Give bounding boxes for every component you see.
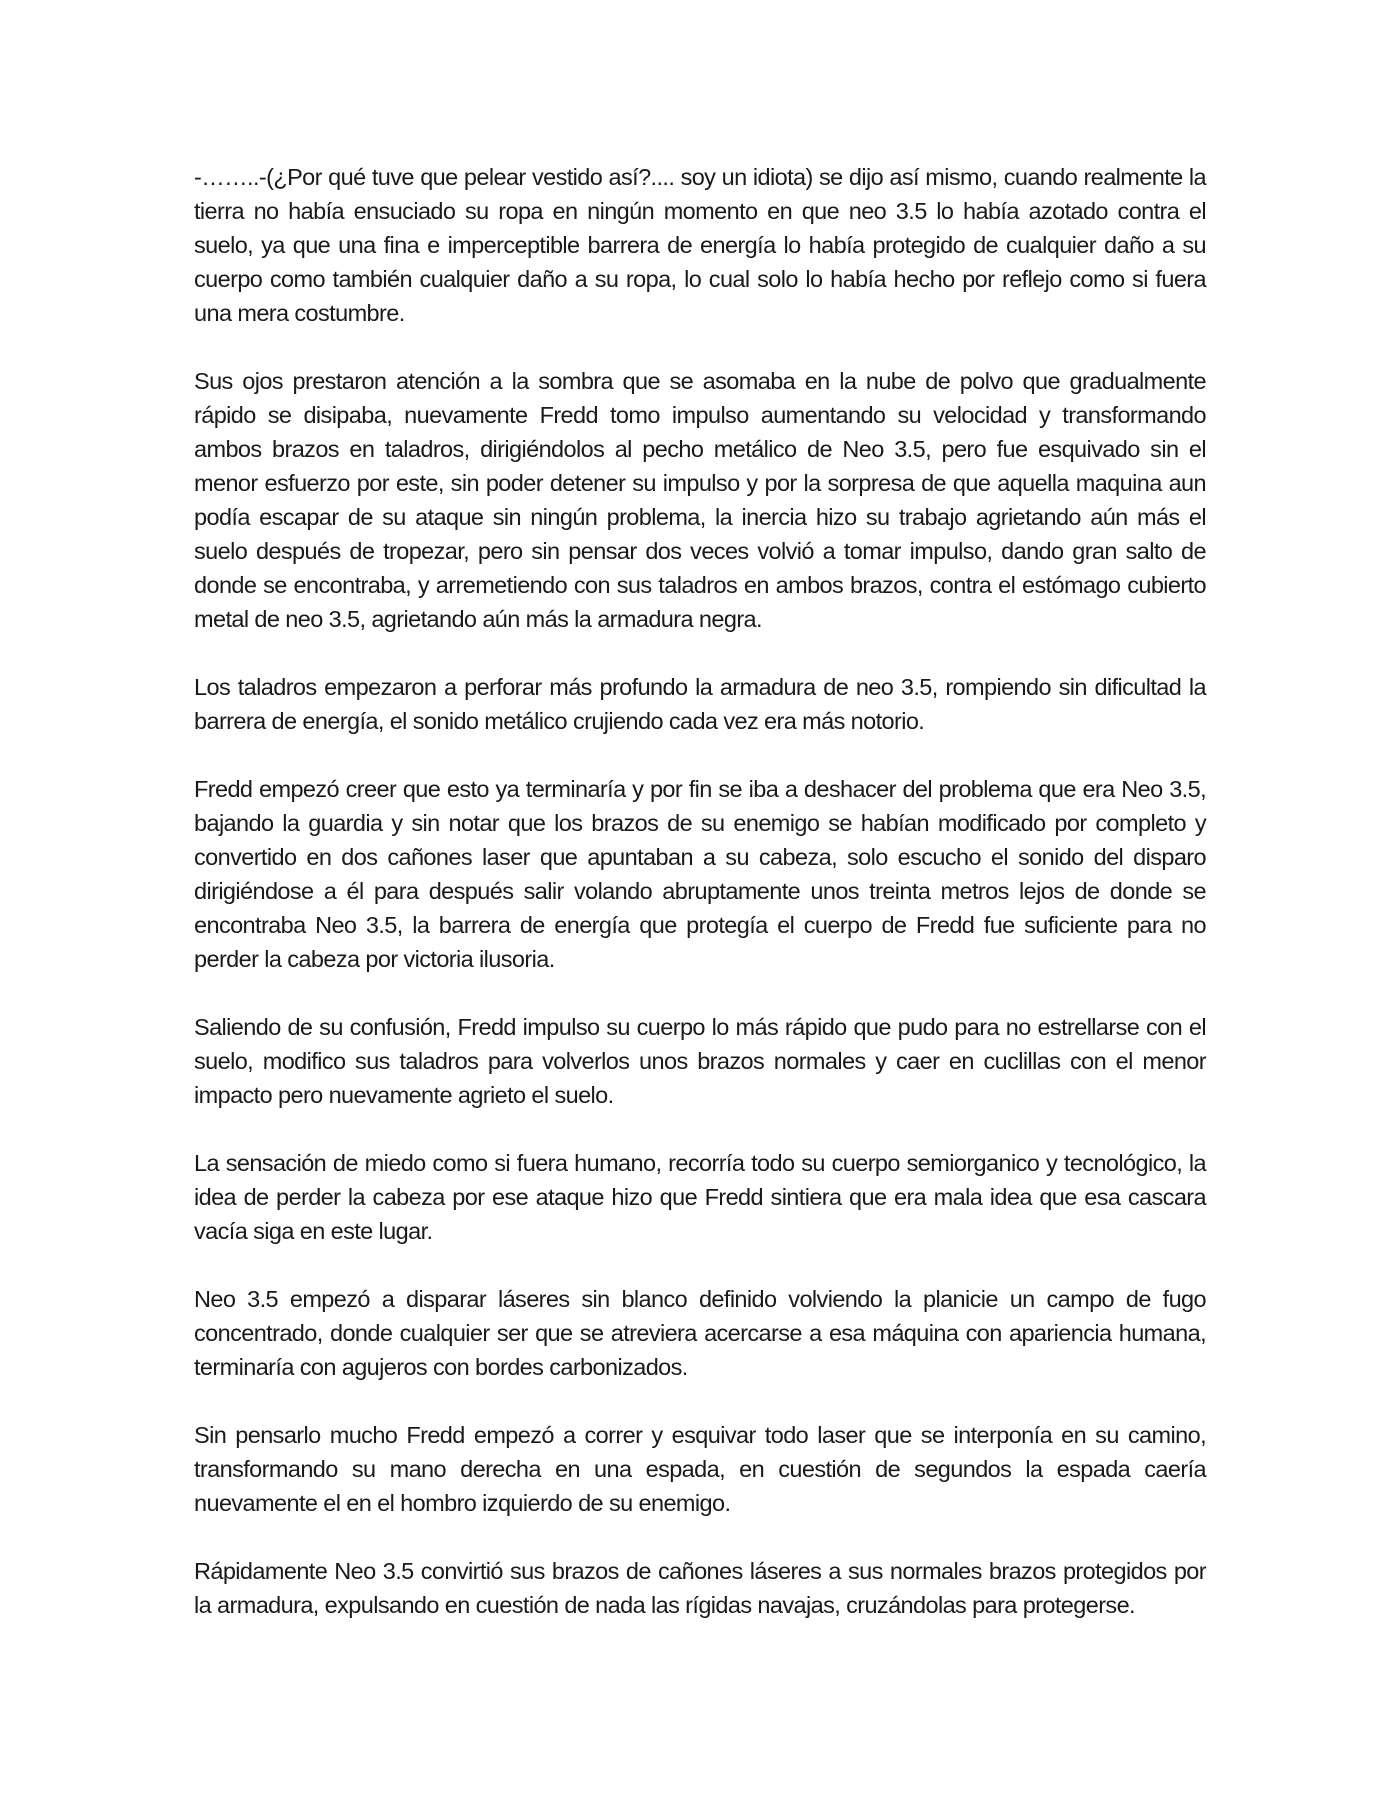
document-body (194, 160, 1206, 1656)
paragraph-7: Neo 3.5 empezó a disparar láseres sin blanco definido volviendo la planicie un campo de fugo concentrado, donde cualquier ser que se atreviera acercarse a esa máquina con apariencia humana, terminaría con agujeros con bordes carbonizados. (194, 1286, 1206, 1380)
paragraph-6: La sensación de miedo como si fuera humano, recorría todo su cuerpo semiorganico y tecnológico, la idea de perder la cabeza por ese ataque hizo que Fredd sintiera que era mala idea que esa cascara vacía siga en este lugar. (194, 1150, 1206, 1244)
paragraph-4: Fredd empezó creer que esto ya terminaría y por fin se iba a deshacer del problema que era Neo 3.5, bajando la guardia y sin notar que los brazos de su enemigo se habían modificado por completo y convertido en dos cañones laser que apuntaban a su cabeza, solo escucho el sonido del disparo dirigiéndose a él para después salir volando abruptamente unos treinta metros lejos de donde se encontraba Neo 3.5, la barrera de energía que protegía el cuerpo de Fredd fue suficiente para no perder la cabeza por victoria ilusoria. (194, 776, 1206, 972)
paragraph-5: Saliendo de su confusión, Fredd impulso su cuerpo lo más rápido que pudo para no estrellarse con el suelo, modifico sus taladros para volverlos unos brazos normales y caer en cuclillas con el menor impacto pero nuevamente agrieto el suelo. (194, 1014, 1206, 1108)
paragraph-9: Rápidamente Neo 3.5 convirtió sus brazos de cañones láseres a sus normales brazos protegidos por la armadura, expulsando en cuestión de nada las rígidas navajas, cruzándolas para protegerse. (194, 1558, 1206, 1618)
paragraph-1: -……..-(¿Por qué tuve que pelear vestido así?.... soy un idiota) se dijo así mismo, cuando realmente la tierra no había ensuciado su ropa en ningún momento en que neo 3.5 lo había azotado contra el suelo, ya que una fina e imperceptible barrera de energía lo había protegido de cualquier daño a su cuerpo como también cualquier daño a su ropa, lo cual solo lo había hecho por reflejo como si fuera una mera costumbre. (194, 164, 1206, 326)
paragraph-8: Sin pensarlo mucho Fredd empezó a correr y esquivar todo laser que se interponía en su camino, transformando su mano derecha en una espada, en cuestión de segundos la espada caería nuevamente el en el hombro izquierdo de su enemigo. (194, 1422, 1206, 1516)
paragraph-3: Los taladros empezaron a perforar más profundo la armadura de neo 3.5, rompiendo sin dificultad la barrera de energía, el sonido metálico crujiendo cada vez era más notorio. (194, 674, 1206, 734)
paragraph-2: Sus ojos prestaron atención a la sombra que se asomaba en la nube de polvo que gradualmente rápido se disipaba, nuevamente Fredd tomo impulso aumentando su velocidad y transformando ambos brazos en taladros, dirigiéndolos al pecho metálico de Neo 3.5, pero fue esquivado sin el menor esfuerzo por este, sin poder detener su impulso y por la sorpresa de que aquella maquina aun podía escapar de su ataque sin ningún problema, la inercia hizo su trabajo agrietando aún más el suelo después de tropezar, pero sin pensar dos veces volvió a tomar impulso, dando gran salto de donde se encontraba, y arremetiendo con sus taladros en ambos brazos, contra el estómago cubierto metal de neo 3.5, agrietando aún más la armadura negra. (194, 368, 1206, 632)
